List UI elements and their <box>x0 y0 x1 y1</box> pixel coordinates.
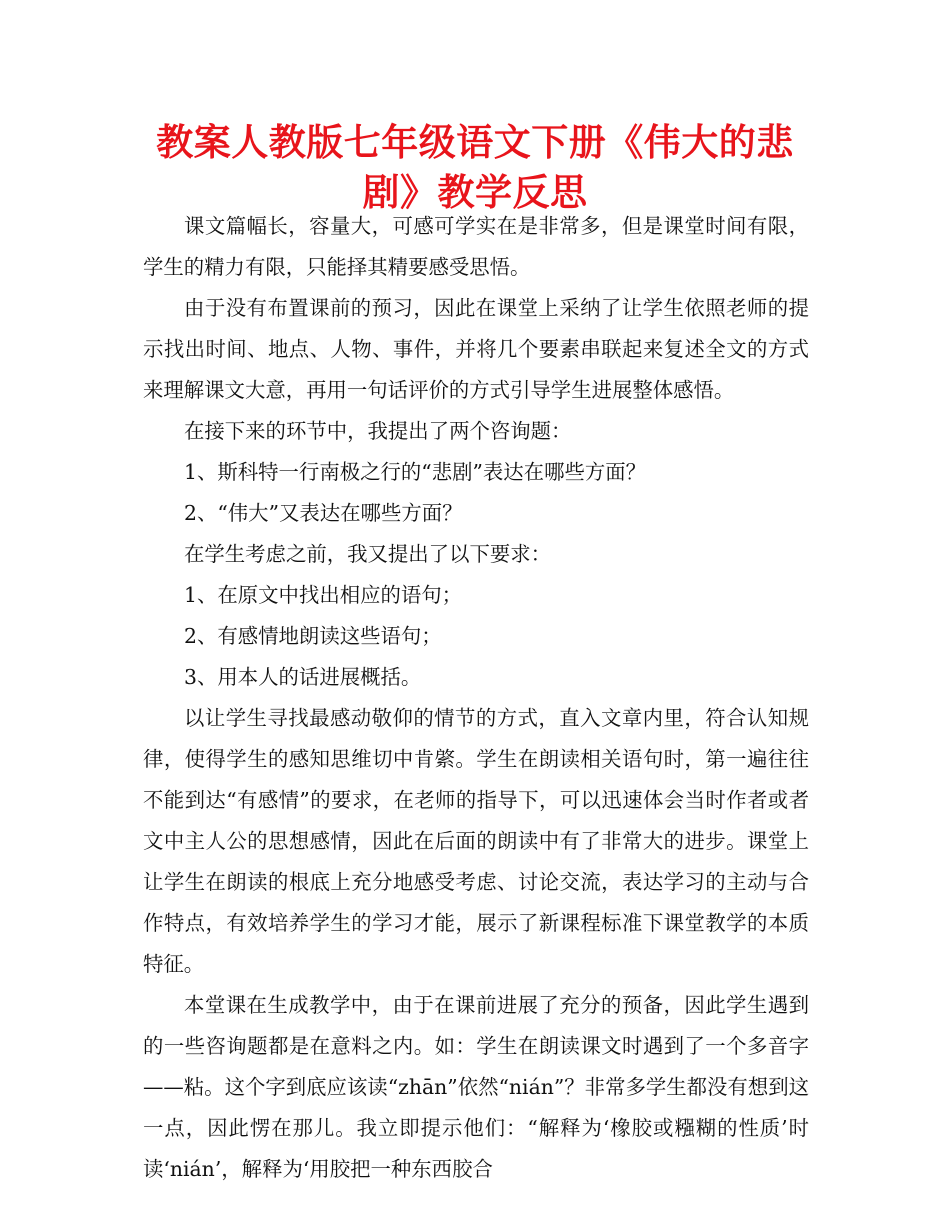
paragraph: 本堂课在生成教学中，由于在课前进展了充分的预备，因此学生遇到的一些咨询题都是在意料之内。如：学生在朗读课文时遇到了一个多音字——粘。这个字到底应该读“zhān”依然“nián”？非常多学生都没有想到这一点，因此愣在那儿。我立即提示他们：“解释为‘橡胶或糨糊的性质’时读‘nián’，解释为‘用胶把一种东西胶合 <box>143 993 809 1181</box>
document-title: 教案人教版七年级语文下册《伟大的悲剧》教学反思 <box>156 121 794 214</box>
document-body <box>143 206 809 1190</box>
requirement-item: 2、有感情地朗读这些语句； <box>184 624 442 648</box>
paragraph: 以让学生寻找最感动敬仰的情节的方式，直入文章内里，符合认知规律，使得学生的感知思维切中肯綮。学生在朗读相关语句时，第一遍往往不能到达“有感情”的要求，在老师的指导下，可以迅速体会当时作者或者文中主人公的思想感情，因此在后面的朗读中有了非常大的进步。课堂上让学生在朗读的根底上充分地感受考虑、讨论交流，表达学习的主动与合作特点，有效培养学生的学习才能，展示了新课程标准下课堂教学的本质特征。 <box>143 706 809 976</box>
question-item: 1、斯科特一行南极之行的“悲剧”表达在哪些方面？ <box>184 460 647 484</box>
paragraph: 由于没有布置课前的预习，因此在课堂上采纳了让学生依照老师的提示找出时间、地点、人物、事件，并将几个要素串联起来复述全文的方式来理解课文大意，再用一句话评价的方式引导学生进展整体感悟。 <box>143 296 809 402</box>
paragraph: 课文篇幅长，容量大，可感可学实在是非常多，但是课堂时间有限，学生的精力有限，只能择其精要感受思悟。 <box>143 214 809 279</box>
paragraph: 在接下来的环节中，我提出了两个咨询题： <box>184 419 572 443</box>
paragraph: 在学生考虑之前，我又提出了以下要求： <box>184 542 552 566</box>
requirement-item: 1、在原文中找出相应的语句； <box>184 583 463 607</box>
requirement-item: 3、用本人的话进展概括。 <box>184 665 422 689</box>
question-item: 2、“伟大”又表达在哪些方面？ <box>184 501 463 525</box>
